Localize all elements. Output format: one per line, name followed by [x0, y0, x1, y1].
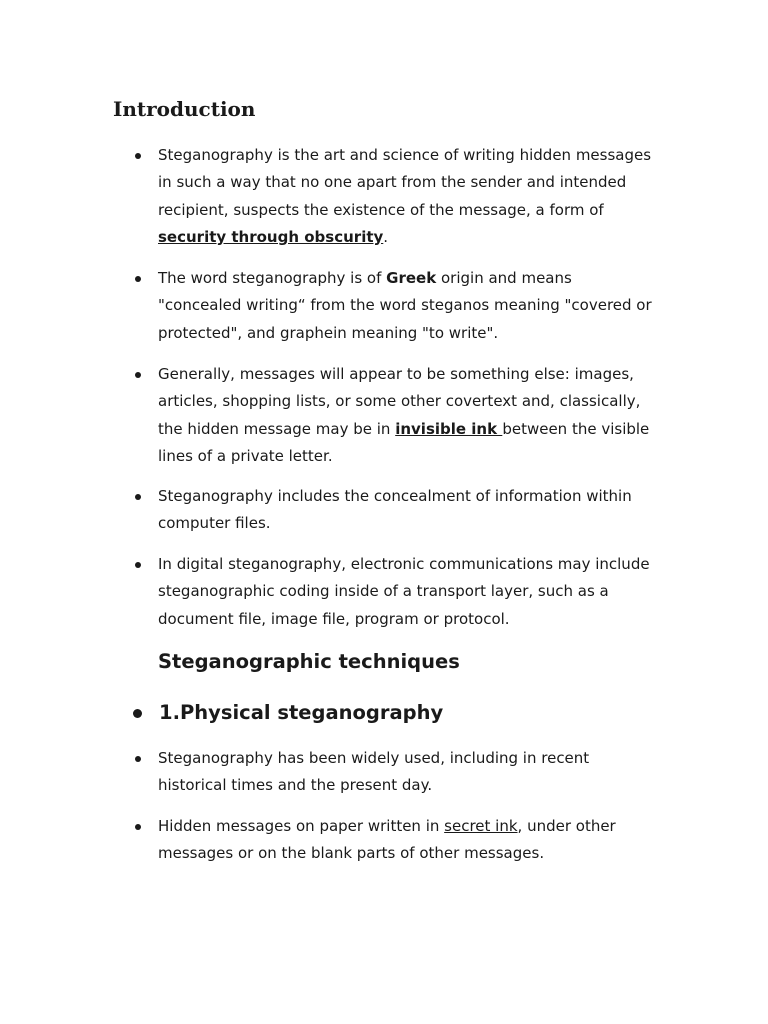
text-line: Steganography includes the concealment of information within	[158, 487, 632, 505]
italic-term: covertext	[445, 392, 518, 411]
invisible-ink-link[interactable]: invisible ink	[395, 419, 503, 438]
text-fragment: Hidden messages on paper written in	[158, 817, 445, 835]
bullet-icon	[135, 372, 141, 378]
text-line: In digital steganography, electronic communications may include	[158, 555, 650, 573]
text-fragment: origin and means	[436, 269, 572, 287]
text-fragment: articles, shopping lists, or some other	[158, 392, 446, 411]
bullet-text	[158, 142, 678, 251]
physical-steganography-heading: 1.Physical steganography	[159, 701, 444, 724]
text-line: messages or on the blank parts of other messages.	[158, 844, 545, 863]
text-line: historical times and the present day.	[158, 776, 433, 795]
bullet-text	[158, 745, 678, 800]
secret-ink-link[interactable]: secret ink	[444, 817, 518, 835]
bullet-icon	[135, 276, 141, 282]
text-line: computer files.	[158, 514, 271, 533]
text-line: lines of a private letter.	[158, 446, 333, 465]
bullet-text	[158, 361, 678, 470]
text-line: Generally, messages will appear to be something else: images,	[158, 365, 634, 383]
text-fragment: between the visible	[502, 419, 650, 438]
text-fragment: protected", and	[158, 323, 280, 342]
bullet-text	[158, 551, 678, 633]
text-fragment: .	[383, 227, 389, 246]
bullet-icon	[135, 756, 141, 762]
bullet-icon	[135, 494, 141, 500]
security-through-obscurity-link[interactable]: security through obscurity	[158, 227, 384, 246]
bullet-text	[158, 265, 678, 347]
text-fragment: and, classically,	[517, 392, 641, 411]
bold-term: Greek	[386, 269, 437, 287]
intro-heading: Introduction	[113, 97, 256, 121]
text-fragment: meaning "to write".	[346, 323, 499, 342]
italic-term: graphein	[279, 323, 347, 342]
techniques-heading: Steganographic techniques	[158, 650, 460, 673]
bullet-icon	[135, 824, 141, 830]
text-line: steganographic coding inside of a transport layer, such as a	[158, 582, 609, 601]
bullet-text	[158, 483, 678, 538]
bullet-icon	[133, 709, 142, 718]
text-line: recipient, suspects the existence of the message, a form of	[158, 200, 604, 219]
text-line: Steganography has been widely used, including in recent	[158, 749, 590, 767]
text-fragment: The word steganography is of	[158, 269, 387, 287]
bullet-text	[158, 813, 678, 868]
text-line: "concealed writing“ from the word steganos meaning "covered or	[158, 296, 652, 315]
text-fragment: the hidden message may be in	[158, 419, 396, 438]
text-fragment: , under other	[517, 817, 616, 835]
bullet-icon	[135, 562, 141, 568]
text-line: document file, image file, program or protocol.	[158, 609, 510, 628]
bullet-icon	[135, 153, 141, 159]
text-line: Steganography is the art and science of writing hidden messages	[158, 146, 652, 164]
text-line: in such a way that no one apart from the sender and intended	[158, 173, 627, 192]
